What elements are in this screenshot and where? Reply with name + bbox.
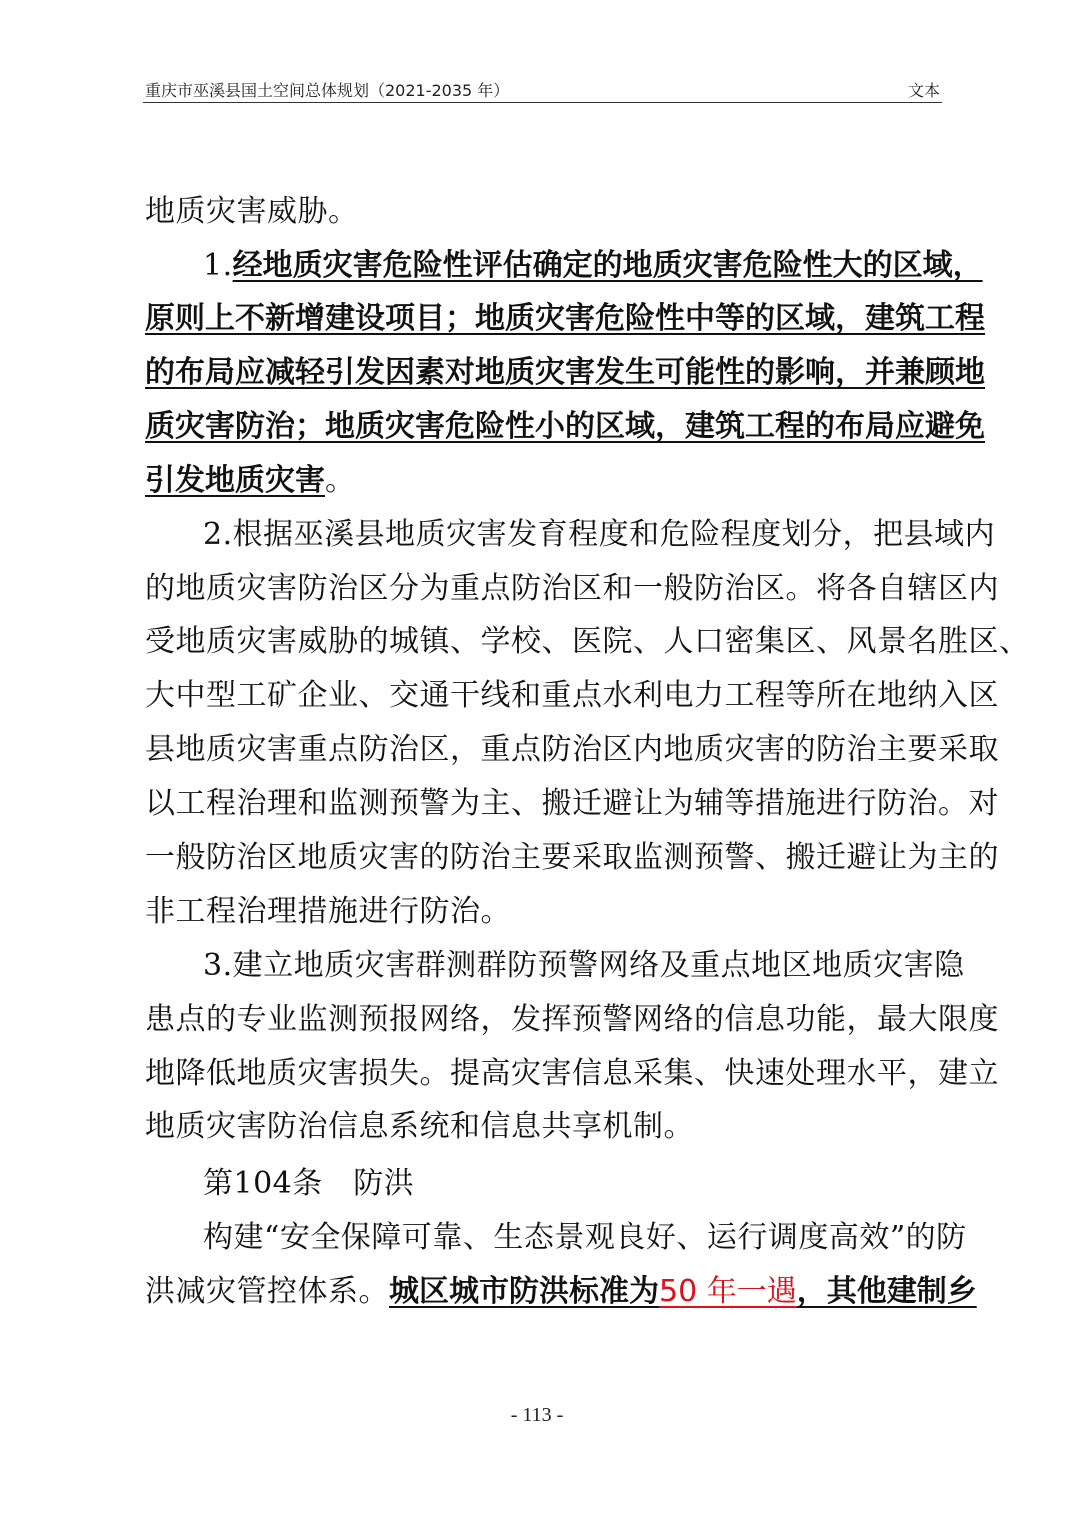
paragraph-2-line-2	[145, 569, 999, 609]
paragraph-1-line-3	[145, 353, 985, 393]
text-segment: 3.建立地质灾害群测群防预警网络及重点地区地质灾害隐	[203, 948, 965, 983]
text-segment: 地降低地质灾害损失。提高灾害信息采集、快速处理水平，建立	[145, 1056, 999, 1091]
text-segment: 非工程治理措施进行防治。	[145, 894, 511, 929]
text-segment: 2.根据巫溪县地质灾害发育程度和危险程度划分，把县域内	[203, 517, 996, 552]
paragraph-2-line-7	[145, 838, 999, 878]
paragraph-3-line-3	[145, 1054, 999, 1094]
text-segment: 一般防治区地质灾害的防治主要采取监测预警、搬迁避让为主的	[145, 840, 999, 875]
paragraph-1-line-5	[145, 461, 940, 501]
text-segment: 受地质灾害威胁的城镇、学校、医院、人口密集区、风景名胜区、	[145, 624, 1030, 659]
paragraph-2-line-6	[145, 784, 999, 824]
emphasized-text: 原则上不新增建设项目；地质灾害危险性中等的区域，建筑工程	[145, 301, 985, 336]
header-title: 重庆市巫溪县国土空间总体规划（2021-2035 年）	[145, 81, 510, 100]
article-heading	[203, 1164, 940, 1204]
paragraph-2-line-3	[145, 622, 1030, 662]
emphasized-text: ，其他建制乡	[796, 1274, 977, 1309]
paragraph-2-line-8	[145, 892, 940, 932]
text-segment: 。	[325, 463, 356, 498]
text-segment: 洪减灾管控体系。	[145, 1274, 389, 1309]
paragraph-2-line-1	[203, 515, 996, 555]
emphasized-text: 质灾害防治；地质灾害危险性小的区域，建筑工程的布局应避免	[145, 409, 985, 444]
text-segment: 患点的专业监测预报网络，发挥预警网络的信息功能，最大限度	[145, 1002, 999, 1037]
emphasized-text: 引发地质灾害	[145, 463, 325, 498]
paragraph-3-line-2	[145, 1000, 999, 1040]
page-header	[145, 76, 940, 102]
paragraph-1-line-2	[145, 299, 985, 339]
text-segment: 以工程治理和监测预警为主、搬迁避让为辅等措施进行防治。对	[145, 786, 999, 821]
header-section: 文本	[907, 81, 940, 100]
paragraph-1-line-1	[203, 246, 983, 286]
text-line	[145, 192, 940, 232]
emphasized-text: 的布局应减轻引发因素对地质灾害发生可能性的影响，并兼顾地	[145, 355, 985, 390]
text-segment: 的地质灾害防治区分为重点防治区和一般防治区。将各自辖区内	[145, 571, 999, 606]
article-title: 第104条 防洪	[203, 1166, 415, 1201]
text-segment: 地质灾害防治信息系统和信息共享机制。	[145, 1109, 694, 1144]
paragraph-4-line-1	[203, 1218, 967, 1258]
paragraph-2-line-4	[145, 676, 999, 716]
paragraph-3-line-4	[145, 1107, 940, 1147]
highlighted-standard: 50 年一遇	[659, 1274, 797, 1309]
text-segment: 县地质灾害重点防治区，重点防治区内地质灾害的防治主要采取	[145, 732, 999, 767]
text-segment: 构建“安全保障可靠、生态景观良好、运行调度高效”的防	[203, 1220, 967, 1255]
emphasized-text: 城区城市防洪标准为	[389, 1274, 659, 1309]
emphasized-text: 经地质灾害危险性评估确定的地质灾害危险性大的区域，	[232, 248, 983, 283]
paragraph-3-line-1	[203, 946, 965, 986]
paragraph-2-line-5	[145, 730, 999, 770]
page-number: - 113 -	[510, 1404, 564, 1426]
list-number: 1.	[203, 248, 233, 283]
text-segment: 地质灾害威胁。	[145, 194, 359, 229]
text-segment: 大中型工矿企业、交通干线和重点水利电力工程等所在地纳入区	[145, 678, 999, 713]
header-divider	[143, 102, 942, 103]
paragraph-1-line-4	[145, 407, 985, 447]
paragraph-4-line-2	[145, 1272, 977, 1312]
